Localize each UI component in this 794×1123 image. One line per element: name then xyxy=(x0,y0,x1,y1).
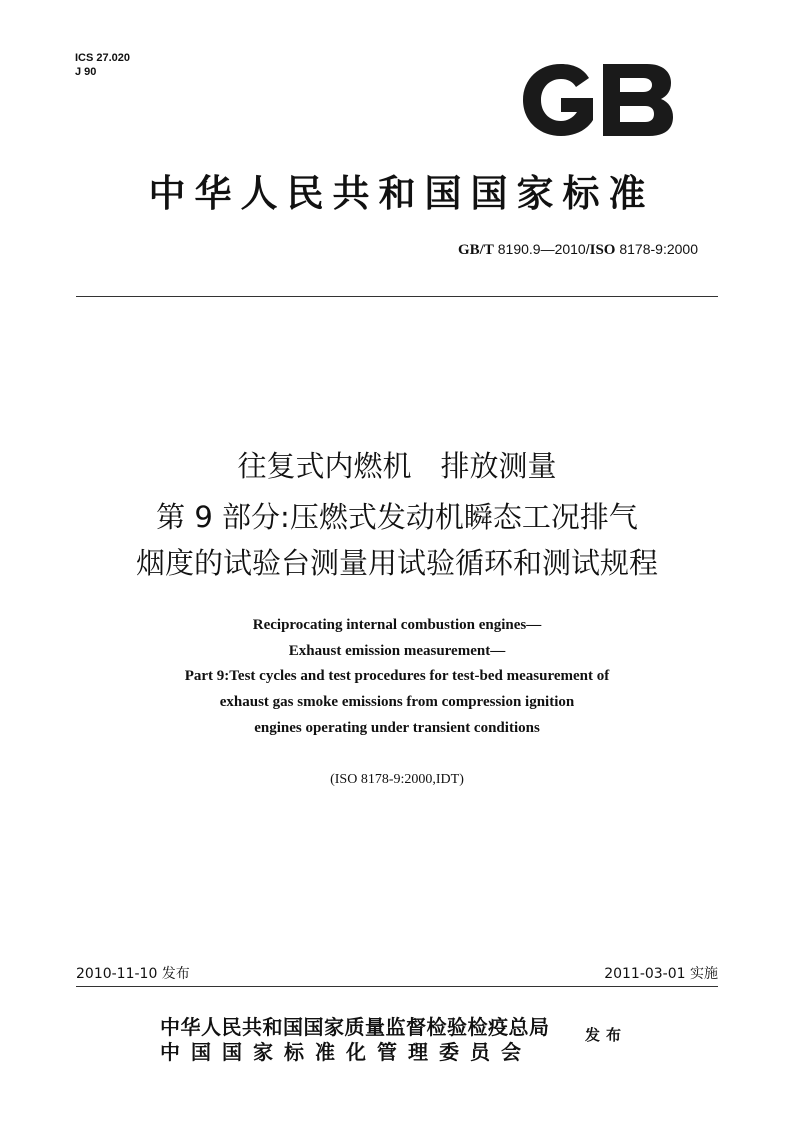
iso-prefix: ISO xyxy=(589,242,616,258)
iso-number: 8178-9:2000 xyxy=(619,241,698,257)
english-title-line-1: Reciprocating internal combustion engines— xyxy=(252,617,542,633)
standard-number xyxy=(458,241,698,259)
english-title-line-3: Part 9:Test cycles and test procedures for test-bed measurement of xyxy=(184,668,610,684)
effective-date: 2011-03-01 实施 xyxy=(604,966,718,982)
chinese-title-line-3: 烟度的试验台测量用试验循环和测试规程 xyxy=(135,546,658,580)
ics-code: ICS 27.020 xyxy=(75,52,131,64)
header-divider xyxy=(76,296,718,297)
ccs-code: J 90 xyxy=(75,66,97,78)
std-prefix: GB/T xyxy=(458,242,494,258)
english-title-line-2: Exhaust emission measurement— xyxy=(288,643,506,659)
issuer-sac: 中国国家标准化管理委员会 xyxy=(160,1040,532,1064)
english-title-line-4: exhaust gas smoke emissions from compression ignition xyxy=(219,694,575,710)
iso-equivalence: (ISO 8178-9:2000,IDT) xyxy=(330,772,464,787)
footer-divider xyxy=(76,986,718,987)
classification-codes xyxy=(75,51,130,79)
national-standard-title: 中华人民共和国国家标准 xyxy=(148,171,655,215)
issuer-aqsiq: 中华人民共和国国家质量监督检验检疫总局 xyxy=(160,1015,550,1039)
gb-logo-icon xyxy=(517,60,677,140)
std-number: 8190.9—2010/ xyxy=(497,241,590,257)
english-title-line-5: engines operating under transient conditions xyxy=(254,720,540,736)
issue-date: 2010-11-10 发布 xyxy=(76,966,190,982)
chinese-title-line-1: 往复式内燃机 排放测量 xyxy=(237,449,557,483)
gb-logo-graphic xyxy=(517,60,677,140)
chinese-title-line-2: 第 9 部分:压燃式发动机瞬态工况排气 xyxy=(156,500,638,534)
publish-label: 发布 xyxy=(585,1026,628,1044)
